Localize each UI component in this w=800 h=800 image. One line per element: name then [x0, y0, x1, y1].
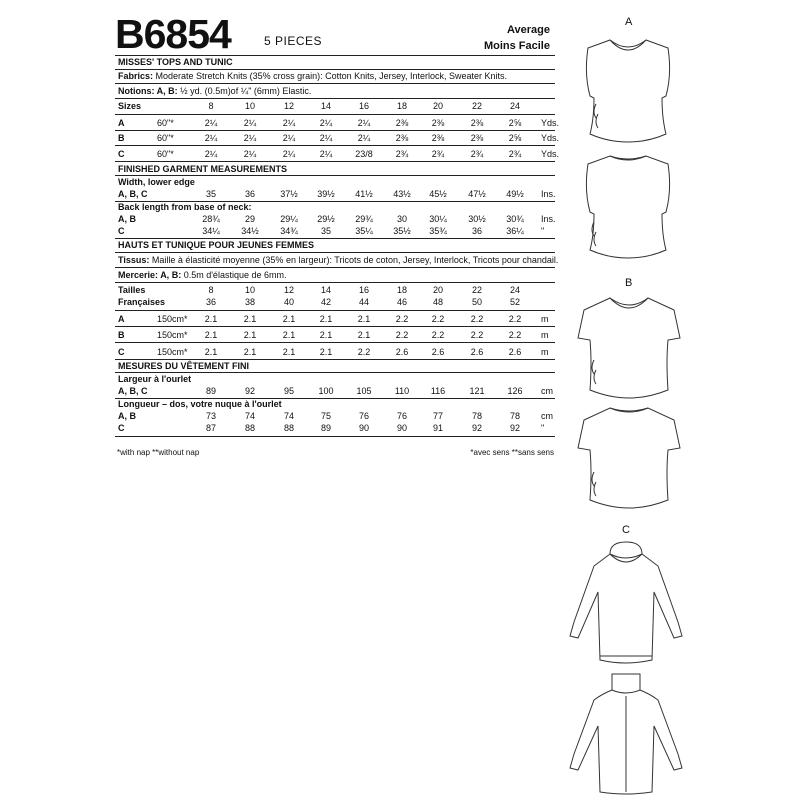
table-cell: 89: [205, 386, 216, 396]
table-cell: 110: [394, 386, 410, 396]
divider: [115, 310, 555, 311]
table-cell: 2⅜: [431, 133, 445, 143]
table-cell: 24: [509, 285, 520, 295]
row-view-label: A, B: [118, 214, 136, 224]
francaises-row: [115, 296, 555, 308]
table-cell: 18: [396, 101, 407, 111]
table-cell: 38: [244, 297, 255, 307]
section-title-en: MISSES' TOPS AND TUNIC: [118, 57, 233, 67]
view-a-front-illustration: [578, 34, 678, 144]
table-cell: 37½: [280, 189, 298, 199]
table-cell: 35¼: [355, 226, 373, 236]
fabric-width: 150cm*: [157, 314, 188, 324]
table-cell: 2.1: [319, 347, 333, 357]
table-cell: 14: [320, 285, 331, 295]
fabrics-line: [118, 70, 507, 82]
table-cell: 36: [244, 189, 255, 199]
view-c-back-illustration: [566, 670, 686, 798]
table-cell: 30½: [468, 214, 486, 224]
table-cell: 105: [356, 386, 372, 396]
unit-label: ": [541, 226, 545, 236]
table-cell: 92: [244, 386, 255, 396]
table-cell: 90: [358, 423, 369, 433]
back-length-label: Back length from base of neck:: [118, 202, 252, 212]
cowl-collar: [610, 542, 642, 562]
pattern-number: B6854: [115, 11, 231, 57]
table-cell: 2¼: [204, 118, 218, 128]
ruching: [592, 472, 596, 496]
table-cell: 2¼: [357, 133, 371, 143]
table-cell: 12: [283, 285, 294, 295]
table-cell: 2.6: [395, 347, 409, 357]
table-cell: 34¾: [280, 226, 298, 236]
table-cell: 78: [471, 411, 482, 421]
table-cell: 47½: [468, 189, 486, 199]
table-cell: 42: [320, 297, 331, 307]
row-view-label: C: [118, 149, 125, 159]
table-cell: 2.2: [357, 347, 371, 357]
table-cell: 40: [283, 297, 294, 307]
table-cell: 2¾: [395, 149, 409, 159]
table-cell: 34½: [241, 226, 259, 236]
garment-outline: [578, 298, 680, 398]
yardage-row: [115, 132, 560, 144]
garment-outline: [570, 554, 682, 663]
table-cell: 46: [396, 297, 407, 307]
francaises-label: Françaises: [118, 297, 166, 307]
sizes-label: Sizes: [118, 101, 142, 111]
table-cell: 95: [283, 386, 294, 396]
table-cell: 22: [471, 101, 482, 111]
table-cell: 30: [396, 214, 407, 224]
table-cell: 34¼: [202, 226, 220, 236]
table-cell: 121: [469, 386, 485, 396]
table-cell: 2.2: [431, 330, 445, 340]
table-cell: 2¼: [282, 118, 296, 128]
divider: [115, 83, 555, 84]
table-cell: 75: [320, 411, 331, 421]
table-cell: 2.2: [508, 314, 522, 324]
table-cell: 36: [205, 297, 216, 307]
view-label-a: A: [625, 16, 633, 28]
table-cell: 2.2: [508, 330, 522, 340]
table-cell: 2¼: [282, 149, 296, 159]
table-cell: 2¼: [319, 133, 333, 143]
table-cell: 36¼: [506, 226, 524, 236]
table-cell: 87: [205, 423, 216, 433]
neckline: [610, 298, 648, 308]
neckline: [610, 40, 646, 50]
table-cell: 28¾: [202, 214, 220, 224]
table-cell: 36: [471, 226, 482, 236]
table-cell: 2¾: [431, 149, 445, 159]
table-cell: 91: [432, 423, 443, 433]
table-cell: 2¾: [470, 149, 484, 159]
table-cell: 2.2: [395, 314, 409, 324]
largeur-label: Largeur à l'ourlet: [118, 374, 192, 384]
tissus-text: Maille à élasticité moyenne (35% en largeur): Tricots de coton, Jersey, Interlock, Tricots pour chandail.: [151, 255, 559, 265]
divider: [115, 161, 555, 162]
width-label: Width, lower edge: [118, 177, 195, 187]
table-cell: 2.1: [243, 347, 257, 357]
notions-text: ½ yd. (0.5m)of ¼" (6mm) Elastic.: [180, 86, 312, 96]
table-cell: 29¼: [280, 214, 298, 224]
divider: [115, 282, 555, 283]
pieces-count: 5 PIECES: [264, 34, 323, 48]
table-cell: 2.1: [282, 330, 296, 340]
row-view-label: A: [118, 118, 125, 128]
table-cell: 2.1: [204, 330, 218, 340]
row-view-label: B: [118, 133, 125, 143]
table-cell: 52: [509, 297, 520, 307]
table-cell: 35¾: [429, 226, 447, 236]
row-view-label: A, B, C: [118, 386, 148, 396]
table-cell: 76: [358, 411, 369, 421]
width-row: [115, 188, 555, 200]
footnote-fr: *avec sens **sans sens: [470, 448, 554, 457]
table-cell: 48: [432, 297, 443, 307]
table-cell: 43½: [393, 189, 411, 199]
metrage-row: [115, 329, 555, 341]
table-cell: 88: [244, 423, 255, 433]
unit-label: ": [541, 423, 545, 433]
difficulty-level: [440, 22, 550, 54]
table-cell: 2⅝: [508, 133, 522, 143]
table-cell: 24: [509, 101, 520, 111]
tissus-label: Tissus:: [118, 255, 150, 265]
table-cell: 90: [396, 423, 407, 433]
ruching: [592, 360, 596, 384]
row-view-label: A: [118, 314, 125, 324]
table-cell: 2.1: [282, 314, 296, 324]
table-cell: 10: [244, 285, 255, 295]
garment-outline: [586, 40, 669, 142]
table-cell: 2.6: [508, 347, 522, 357]
table-cell: 2.1: [243, 314, 257, 324]
mercerie-label: Mercerie: A, B:: [118, 270, 182, 280]
ruching: [594, 104, 598, 128]
table-cell: 2.1: [243, 330, 257, 340]
table-cell: 8: [208, 101, 214, 111]
table-cell: 29: [244, 214, 255, 224]
back-length-row: [115, 225, 555, 237]
sizes-row: [115, 100, 555, 112]
table-cell: 50: [471, 297, 482, 307]
finished-measurements-title: FINISHED GARMENT MEASUREMENTS: [118, 164, 288, 174]
table-cell: 8: [208, 285, 214, 295]
table-cell: 2⅜: [431, 118, 445, 128]
fabric-width: 150cm*: [157, 347, 188, 357]
table-cell: 35½: [393, 226, 411, 236]
table-cell: 23/8: [355, 149, 373, 159]
view-c-front-illustration: [566, 540, 686, 668]
table-cell: 2⅜: [395, 133, 409, 143]
table-cell: 2¾: [508, 149, 522, 159]
largeur-row: [115, 385, 555, 397]
divider: [115, 114, 555, 115]
divider: [115, 326, 555, 327]
table-cell: 2.6: [431, 347, 445, 357]
unit-label: Yds.: [541, 133, 560, 143]
cowl-collar: [612, 674, 640, 693]
table-cell: 2.2: [470, 314, 484, 324]
tissus-line: [118, 254, 558, 266]
mercerie-text: 0.5m d'élastique de 6mm.: [183, 270, 287, 280]
table-cell: 35: [205, 189, 216, 199]
table-cell: 2⅝: [508, 118, 522, 128]
table-cell: 2⅜: [395, 118, 409, 128]
table-cell: 22: [471, 285, 482, 295]
table-cell: 44: [358, 297, 369, 307]
view-a-back-illustration: [578, 150, 678, 260]
table-cell: 16: [358, 285, 369, 295]
row-view-label: C: [118, 423, 125, 433]
fabric-width: 60"*: [157, 118, 174, 128]
table-cell: 2.1: [204, 347, 218, 357]
table-cell: 18: [396, 285, 407, 295]
fabric-width: 60"*: [157, 133, 174, 143]
notions-line: [118, 85, 311, 97]
metrage-row: [115, 346, 555, 358]
table-cell: 2¼: [243, 149, 257, 159]
row-view-label: C: [118, 347, 125, 357]
view-label-c: C: [622, 524, 630, 536]
metrage-row: [115, 313, 555, 325]
garment-outline: [586, 156, 669, 258]
table-cell: 16: [358, 101, 369, 111]
table-cell: 14: [320, 101, 331, 111]
unit-label: cm: [541, 386, 553, 396]
table-cell: 20: [432, 101, 443, 111]
longueur-label: Longueur – dos, votre nuque à l'ourlet: [118, 399, 282, 409]
longueur-row: [115, 410, 555, 422]
table-cell: 30¼: [429, 214, 447, 224]
table-cell: 12: [283, 101, 294, 111]
table-cell: 29¾: [355, 214, 373, 224]
divider: [115, 145, 555, 146]
table-cell: 29½: [317, 214, 335, 224]
fabrics-text: Moderate Stretch Knits (35% cross grain): Cotton Knits, Jersey, Interlock, Sweater Knits.: [155, 71, 508, 81]
table-cell: 2¼: [204, 133, 218, 143]
table-cell: 92: [471, 423, 482, 433]
table-cell: 89: [320, 423, 331, 433]
table-cell: 2¼: [243, 133, 257, 143]
table-cell: 78: [509, 411, 520, 421]
table-cell: 30¾: [506, 214, 524, 224]
footnote-en: *with nap **without nap: [117, 448, 200, 457]
divider: [115, 436, 555, 437]
table-cell: 10: [244, 101, 255, 111]
table-cell: 2⅜: [470, 118, 484, 128]
section-title-fr: HAUTS ET TUNIQUE POUR JEUNES FEMMES: [118, 240, 315, 250]
table-cell: 2¼: [319, 118, 333, 128]
view-b-back-illustration: [576, 402, 682, 510]
table-cell: 2.6: [470, 347, 484, 357]
table-cell: 39½: [317, 189, 335, 199]
table-cell: 2.2: [470, 330, 484, 340]
table-cell: 88: [283, 423, 294, 433]
table-cell: 73: [205, 411, 216, 421]
row-view-label: A, B, C: [118, 189, 148, 199]
garment-outline: [578, 408, 680, 508]
divider: [115, 342, 555, 343]
unit-label: Yds.: [541, 118, 560, 128]
unit-label: m: [541, 347, 549, 357]
unit-label: cm: [541, 411, 553, 421]
table-cell: 2¼: [282, 133, 296, 143]
table-cell: 116: [430, 386, 446, 396]
table-cell: 2.1: [204, 314, 218, 324]
table-cell: 20: [432, 285, 443, 295]
table-cell: 2.1: [357, 330, 371, 340]
divider: [115, 98, 555, 99]
row-view-label: A, B: [118, 411, 136, 421]
difficulty-fr: Moins Facile: [483, 40, 550, 52]
table-cell: 2.1: [282, 347, 296, 357]
table-cell: 74: [283, 411, 294, 421]
table-cell: 2¼: [243, 118, 257, 128]
mercerie-line: [118, 269, 286, 281]
table-cell: 126: [507, 386, 523, 396]
table-cell: 2¼: [319, 149, 333, 159]
difficulty-en: Average: [506, 24, 550, 36]
unit-label: Ins.: [541, 189, 556, 199]
table-cell: 2¼: [204, 149, 218, 159]
yardage-row: [115, 148, 560, 160]
fabrics-label: Fabrics:: [118, 71, 154, 81]
divider: [115, 267, 555, 268]
divider: [115, 252, 555, 253]
table-cell: 76: [396, 411, 407, 421]
table-cell: 2.1: [319, 330, 333, 340]
view-label-b: B: [625, 277, 633, 289]
fabric-width: 60"*: [157, 149, 174, 159]
tailles-label: Tailles: [118, 285, 146, 295]
table-cell: 2.2: [431, 314, 445, 324]
table-cell: 100: [318, 386, 334, 396]
table-cell: 2.2: [395, 330, 409, 340]
table-cell: 2¼: [357, 118, 371, 128]
unit-label: Yds.: [541, 149, 560, 159]
row-view-label: C: [118, 226, 125, 236]
unit-label: m: [541, 314, 549, 324]
table-cell: 49½: [506, 189, 524, 199]
row-view-label: B: [118, 330, 125, 340]
table-cell: 2⅜: [470, 133, 484, 143]
tailles-row: [115, 284, 555, 296]
table-cell: 77: [432, 411, 443, 421]
fabric-width: 150cm*: [157, 330, 188, 340]
longueur-row: [115, 422, 555, 434]
mesures-title: MESURES DU VÊTEMENT FINI: [118, 361, 250, 371]
table-cell: 41½: [355, 189, 373, 199]
table-cell: 2.1: [319, 314, 333, 324]
table-cell: 74: [244, 411, 255, 421]
back-length-row: [115, 213, 555, 225]
unit-label: Ins.: [541, 214, 556, 224]
divider: [115, 130, 555, 131]
table-cell: 45½: [429, 189, 447, 199]
yardage-row: [115, 117, 560, 129]
notions-label: Notions: A, B:: [118, 86, 178, 96]
table-cell: 35: [320, 226, 331, 236]
view-b-front-illustration: [576, 292, 682, 400]
table-cell: 92: [509, 423, 520, 433]
unit-label: m: [541, 330, 549, 340]
table-cell: 2.1: [357, 314, 371, 324]
